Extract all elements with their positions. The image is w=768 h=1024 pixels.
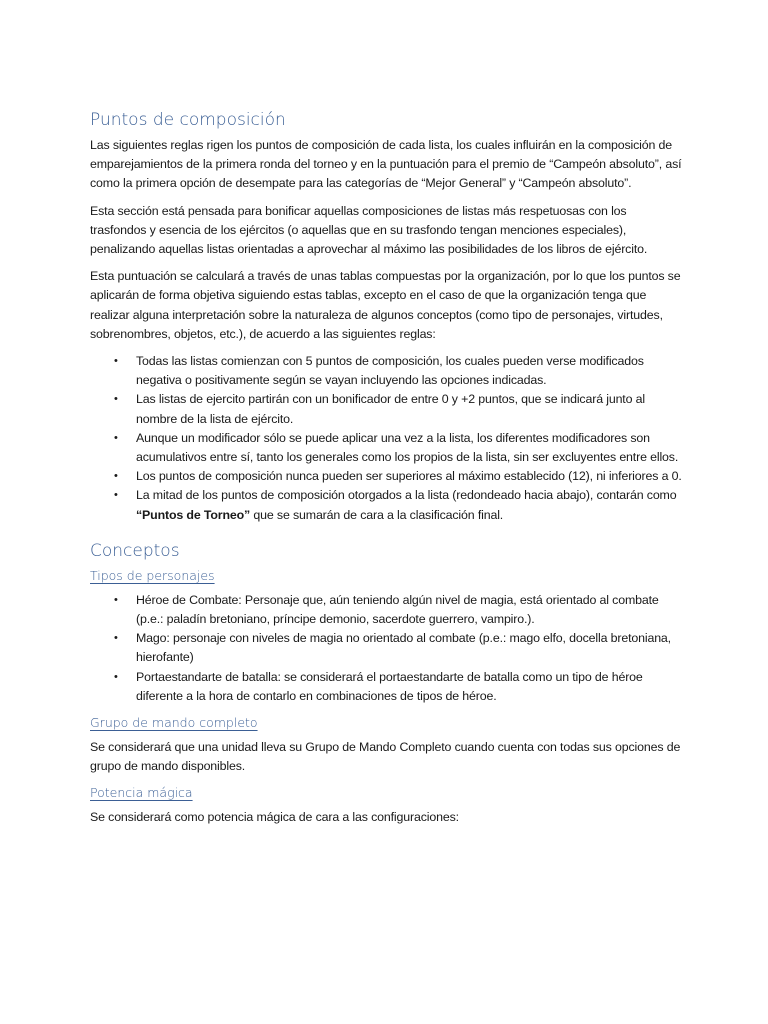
paragraph-potencia-magica: Se considerará como potencia mágica de cara a las configuraciones:: [90, 810, 459, 825]
bullet-icon: •: [114, 632, 118, 645]
list-item: • Portaestandarte de batalla: se considerará el portaestandarte de batalla como un tipo de héroe diferente a la hora de contarlo en combinaciones de tipos de héroe.: [114, 669, 643, 703]
subheading-tipos-personajes: Tipos de personajes: [90, 567, 215, 583]
bullet-icon: •: [114, 355, 118, 368]
bullet-icon: •: [114, 593, 118, 606]
puntos-torneo-term: “Puntos de Torneo”: [136, 507, 251, 522]
paragraph-calculation: Esta puntuación se calculará a través de unas tablas compuestas por la organización, por lo que los puntos se aplicarán de forma objetiva siguiendo estas tablas, excepto en el caso de que la organización tenga que realizar alguna interpretación sobre la naturaleza de algunos conceptos (como tipo de personajes, virtudes, sobrenombres, objetos, etc.), de acuerdo a las siguientes reglas:: [90, 269, 681, 341]
list-item: • La mitad de los puntos de composición otorgados a la lista (redondeado hacia abajo), contarán como “Puntos de Torneo” que se sumarán de cara a la clasificación final.: [114, 488, 677, 522]
paragraph-grupo-mando: Se considerará que una unidad lleva su Grupo de Mando Completo cuando cuenta con todas sus opciones de grupo de mando disponibles.: [90, 740, 681, 774]
rules-list: [90, 352, 682, 525]
list-item: • Héroe de Combate: Personaje que, aún teniendo algún nivel de magia, está orientado al combate (p.e.: paladín bretoniano, príncipe demonio, sacerdote guerrero, vampiro.).: [114, 592, 659, 627]
bullet-icon: •: [114, 470, 118, 483]
subheading-potencia-magica: Potencia mágica: [90, 785, 193, 801]
bullet-icon: •: [114, 489, 118, 502]
list-item: • Aunque un modificador sólo se puede aplicar una vez a la lista, los diferentes modificadores son acumulativos entre sí, tanto los generales como los propios de la lista, sin ser excluyentes entre ellos.: [114, 430, 679, 465]
paragraph-intro: Las siguientes reglas rigen los puntos de composición de cada lista, los cuales influirán en la composición de emparejamientos de la primera ronda del torneo y en la puntuación para el premio de “Campeón absoluto”, así como la primera opción de desempate para las categorías de “Mejor General” y “Campeón absoluto”.: [90, 138, 682, 191]
list-item: • Las listas de ejercito partirán con un bonificador de entre 0 y +2 puntos, que se indicará junto al nombre de la lista de ejército.: [114, 392, 645, 426]
character-types-list: [90, 591, 682, 706]
list-item: • Mago: personaje con niveles de magia no orientado al combate (p.e.: mago elfo, docella bretoniana, hierofante): [114, 631, 671, 665]
bullet-icon: •: [114, 393, 118, 406]
heading-conceptos: Conceptos: [90, 540, 180, 561]
bullet-icon: •: [114, 431, 118, 444]
bullet-icon: •: [114, 670, 118, 683]
subheading-grupo-mando: Grupo de mando completo: [90, 715, 258, 731]
document-page: [90, 108, 682, 836]
list-item: • Los puntos de composición nunca pueden ser superiores al máximo establecido (12), ni inferiores a 0.: [90, 467, 682, 486]
list-item: • Todas las listas comienzan con 5 puntos de composición, los cuales pueden verse modificados negativa o positivamente según se vayan incluyendo las opciones indicadas.: [114, 354, 644, 388]
heading-puntos-composicion: Puntos de composición: [90, 110, 286, 130]
paragraph-purpose: Esta sección está pensada para bonificar aquellas composiciones de listas más respetuosas con los trasfondos y esencia de los ejércitos (o aquellas que en su trasfondo tengan menciones especiales), penalizando aquellas listas orientadas a aprovechar al máximo las posibilidades de los libros de ejército.: [90, 203, 648, 257]
